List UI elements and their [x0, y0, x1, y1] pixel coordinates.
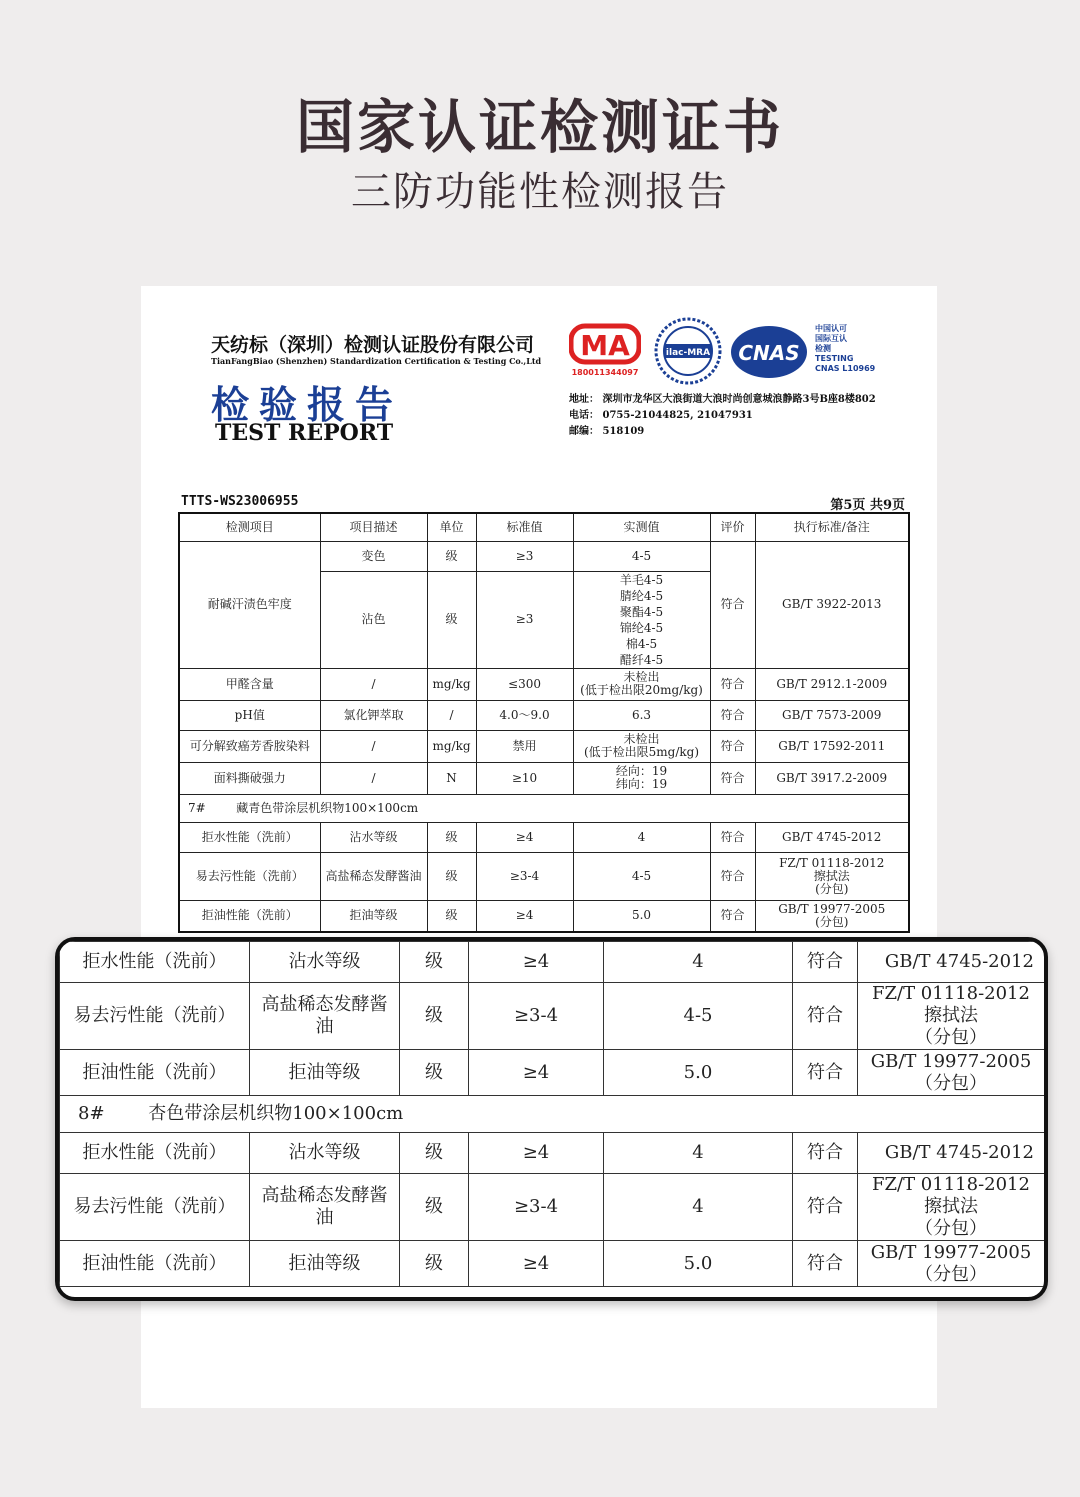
- table-cell: 易去污性能（洗前）: [60, 983, 250, 1050]
- table-cell: 高盐稀态发酵酱油: [250, 1174, 400, 1241]
- table-cell: /: [320, 668, 427, 700]
- table-cell: 面料撕破强力: [179, 762, 320, 794]
- ma-logo-icon: [569, 320, 641, 372]
- table-header-row: [179, 513, 909, 541]
- table-cell: 沾水等级: [320, 822, 427, 852]
- table-cell: 符合: [710, 541, 755, 668]
- ma-number: 180011344097: [571, 368, 639, 377]
- cnas-logo-icon: [729, 322, 809, 382]
- table-cell: 级: [400, 1133, 469, 1174]
- table-cell: 4.0～9.0: [476, 700, 573, 730]
- table-cell: 拒油等级: [320, 900, 427, 932]
- sample-label: [60, 1096, 1045, 1133]
- phone: 电话： 0755-21044825, 21047931: [569, 410, 753, 421]
- table-cell: 6.3: [573, 700, 710, 730]
- hero-subtitle: 三防功能性检测报告: [351, 169, 729, 215]
- table-cell: ≥3: [476, 571, 573, 668]
- table-cell: 4-5: [604, 983, 793, 1050]
- table-row: [179, 668, 909, 700]
- table-cell: 氯化钾萃取: [320, 700, 427, 730]
- table-cell: 符合: [710, 700, 755, 730]
- table-row: [60, 1241, 1045, 1287]
- header-cell: 评价: [710, 513, 755, 541]
- cnas-caption: 中国认可 国际互认 检测 TESTING CNAS L10969: [815, 324, 876, 373]
- table-row: [60, 942, 1045, 983]
- table-cell: 易去污性能（洗前）: [179, 852, 320, 900]
- report-table: [178, 512, 910, 933]
- zoomed-table-callout: [55, 937, 1048, 1301]
- table-cell: GB/T 19977-2005 （分包）: [858, 1050, 1045, 1096]
- table-cell: 符合: [793, 1174, 858, 1241]
- table-cell: 拒油等级: [250, 1241, 400, 1287]
- table-row: [179, 541, 909, 571]
- table-cell: GB/T 4745-2012: [858, 942, 1045, 983]
- table-cell: 5.0: [604, 1050, 793, 1096]
- table-cell: ≥4: [469, 942, 604, 983]
- table-cell: ≥3-4: [476, 852, 573, 900]
- table-cell: 符合: [793, 1133, 858, 1174]
- table-cell: 拒水性能（洗前）: [179, 822, 320, 852]
- table-cell: GB/T 4745-2012: [858, 1133, 1045, 1174]
- table-cell: 级: [427, 822, 476, 852]
- table-cell: 级: [400, 1050, 469, 1096]
- table-cell: 未检出 (低于检出限20mg/kg): [573, 668, 710, 700]
- table-cell: 未检出 (低于检出限5mg/kg): [573, 730, 710, 762]
- table-cell: 高盐稀态发酵酱油: [250, 983, 400, 1050]
- table-row: [179, 900, 909, 932]
- report-title-cn: 检验报告: [211, 382, 404, 427]
- table-cell: GB/T 7573-2009: [755, 700, 909, 730]
- header-cell: 单位: [427, 513, 476, 541]
- sample-description: 杏色带涂层机织物100×100cm: [148, 1103, 404, 1124]
- header-cell: 标准值: [476, 513, 573, 541]
- svg-text:MA: MA: [580, 329, 630, 362]
- table-cell: 沾水等级: [250, 1133, 400, 1174]
- header-cell: 项目描述: [320, 513, 427, 541]
- table-row: [60, 1174, 1045, 1241]
- certification-logos: [569, 316, 899, 386]
- table-cell: 沾水等级: [250, 942, 400, 983]
- table-cell: N: [427, 762, 476, 794]
- table-cell: ≥4: [476, 822, 573, 852]
- table-cell: GB/T 2912.1-2009: [755, 668, 909, 700]
- table-row: [179, 730, 909, 762]
- table-cell: ≥4: [476, 900, 573, 932]
- table-cell: 高盐稀态发酵酱油: [320, 852, 427, 900]
- table-cell: GB/T 19977-2005 （分包）: [858, 1241, 1045, 1287]
- table-cell: 级: [400, 1174, 469, 1241]
- table-cell: 符合: [710, 900, 755, 932]
- table-cell: ≥3: [476, 541, 573, 571]
- table-cell: 符合: [710, 668, 755, 700]
- table-cell: GB/T 17592-2011: [755, 730, 909, 762]
- table-cell: 级: [427, 852, 476, 900]
- table-cell: 4: [604, 1133, 793, 1174]
- table-cell: 耐碱汗渍色牢度: [179, 541, 320, 668]
- table-cell: 可分解致癌芳香胺染料: [179, 730, 320, 762]
- sample-row: [60, 1096, 1045, 1133]
- address: 地址： 深圳市龙华区大浪街道大浪时尚创意城浪静路3号B座8楼802: [569, 394, 876, 405]
- table-row: [60, 983, 1045, 1050]
- table-cell: 羊毛4-5 腈纶4-5 聚酯4-5 锦纶4-5 棉4-5 醋纤4-5: [573, 571, 710, 668]
- postcode: 邮编： 518109: [569, 426, 645, 437]
- ilac-mra-logo-icon: [653, 316, 723, 386]
- table-cell: mg/kg: [427, 730, 476, 762]
- hero-title: 国家认证检测证书: [295, 93, 784, 161]
- table-cell: 4: [604, 1174, 793, 1241]
- table-cell: 拒水性能（洗前）: [60, 1133, 250, 1174]
- table-cell: 经向：19 纬向：19: [573, 762, 710, 794]
- table-cell: FZ/T 01118-2012 擦拭法 （分包）: [858, 983, 1045, 1050]
- table-cell: 符合: [793, 942, 858, 983]
- table-cell: GB/T 19977-2005 (分包): [755, 900, 909, 932]
- report-title-en: TEST REPORT: [215, 420, 394, 446]
- table-cell: 符合: [710, 822, 755, 852]
- table-row: [179, 700, 909, 730]
- table-cell: 符合: [710, 762, 755, 794]
- table-cell: FZ/T 01118-2012 擦拭法 (分包): [755, 852, 909, 900]
- table-cell: ≥4: [469, 1050, 604, 1096]
- table-cell: 符合: [793, 983, 858, 1050]
- table-cell: 级: [400, 942, 469, 983]
- table-cell: 5.0: [604, 1241, 793, 1287]
- sample-number: 8#: [78, 1103, 105, 1124]
- table-cell: GB/T 3922-2013: [755, 541, 909, 668]
- header-cell: 执行标准/备注: [755, 513, 909, 541]
- table-cell: ≤300: [476, 668, 573, 700]
- table-cell: 4: [573, 822, 710, 852]
- table-row: [60, 1133, 1045, 1174]
- table-cell: GB/T 4745-2012: [755, 822, 909, 852]
- table-cell: 4: [604, 942, 793, 983]
- table-cell: 符合: [793, 1241, 858, 1287]
- table-cell: GB/T 3917.2-2009: [755, 762, 909, 794]
- table-cell: 变色: [320, 541, 427, 571]
- table-cell: 拒油等级: [250, 1050, 400, 1096]
- table-cell: 4-5: [573, 852, 710, 900]
- table-cell: 级: [427, 541, 476, 571]
- sample-label: 7# 藏青色带涂层机织物100×100cm: [179, 794, 909, 822]
- table-cell: ≥3-4: [469, 983, 604, 1050]
- table-cell: 拒水性能（洗前）: [60, 942, 250, 983]
- table-cell: ≥4: [469, 1133, 604, 1174]
- table-cell: ≥3-4: [469, 1174, 604, 1241]
- table-cell: 易去污性能（洗前）: [60, 1174, 250, 1241]
- svg-text:CNAS: CNAS: [738, 341, 800, 365]
- table-cell: 符合: [710, 852, 755, 900]
- table-cell: /: [320, 762, 427, 794]
- table-cell: 符合: [793, 1050, 858, 1096]
- table-cell: 级: [427, 900, 476, 932]
- table-cell: 甲醛含量: [179, 668, 320, 700]
- table-cell: 级: [400, 1241, 469, 1287]
- page-indicator: 第5页 共9页: [830, 498, 905, 513]
- zoomed-table: [59, 941, 1045, 1287]
- table-cell: ≥10: [476, 762, 573, 794]
- table-cell: 级: [400, 983, 469, 1050]
- table-cell: 拒油性能（洗前）: [60, 1241, 250, 1287]
- table-cell: FZ/T 01118-2012 擦拭法 （分包）: [858, 1174, 1045, 1241]
- sample-row: [179, 794, 909, 822]
- company-name: 天纺标（深圳）检测认证股份有限公司: [211, 334, 535, 356]
- report-number: TTTS-WS23006955: [181, 494, 299, 509]
- table-cell: 拒油性能（洗前）: [60, 1050, 250, 1096]
- company-name-en: TianFangBiao (Shenzhen) Standardization Certification & Testing Co.,Ltd: [211, 356, 542, 366]
- table-cell: 符合: [710, 730, 755, 762]
- table-cell: 拒油性能（洗前）: [179, 900, 320, 932]
- table-cell: 沾色: [320, 571, 427, 668]
- table-row: [179, 852, 909, 900]
- table-cell: pH值: [179, 700, 320, 730]
- table-row: [60, 1050, 1045, 1096]
- table-row: [179, 762, 909, 794]
- table-cell: ≥4: [469, 1241, 604, 1287]
- header-cell: 实测值: [573, 513, 710, 541]
- table-cell: 5.0: [573, 900, 710, 932]
- table-cell: 禁用: [476, 730, 573, 762]
- table-cell: mg/kg: [427, 668, 476, 700]
- svg-text:ilac-MRA: ilac-MRA: [665, 348, 711, 358]
- table-cell: /: [427, 700, 476, 730]
- table-cell: 4-5: [573, 541, 710, 571]
- table-row: [179, 822, 909, 852]
- table-cell: /: [320, 730, 427, 762]
- table-cell: 级: [427, 571, 476, 668]
- company-contact: [569, 392, 876, 440]
- header-cell: 检测项目: [179, 513, 320, 541]
